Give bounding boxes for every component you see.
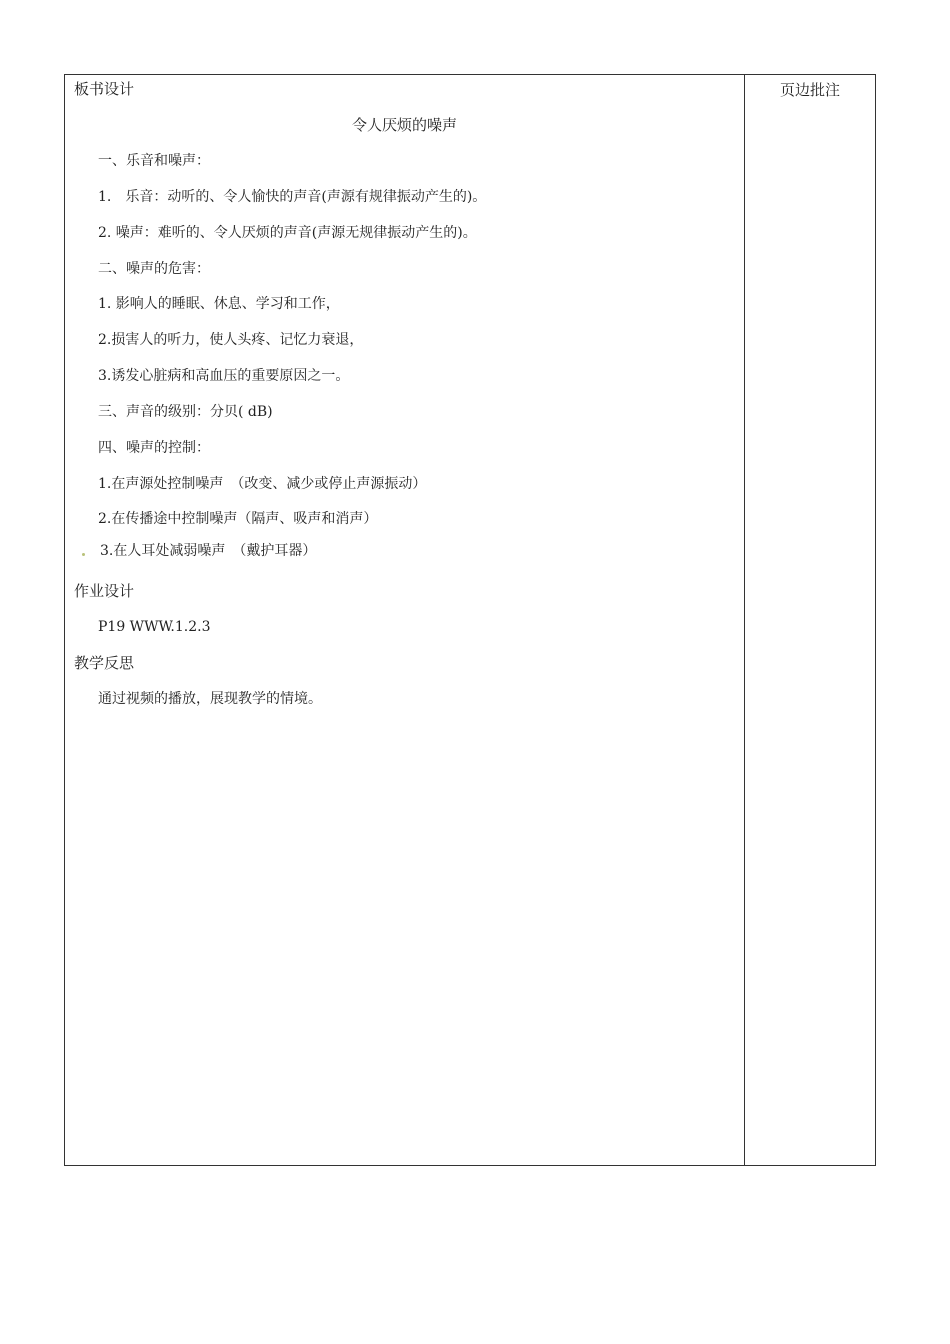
speck-mark [82, 553, 85, 556]
board-line: 3.在人耳处减弱噪声 （戴护耳器） [100, 543, 317, 559]
board-line: 二、噪声的危害： [98, 261, 210, 277]
column-divider [744, 75, 745, 1165]
board-line: 三、声音的级别：分贝( dB) [98, 404, 273, 420]
lesson-table [64, 74, 876, 1166]
reflection-header: 教学反思 [74, 654, 135, 672]
board-line: 一、乐音和噪声： [98, 153, 210, 169]
board-design-header: 板书设计 [74, 80, 135, 98]
board-title: 令人厌烦的噪声 [351, 116, 457, 134]
homework-header: 作业设计 [74, 582, 135, 600]
board-line: 1. 乐音：动听的、令人愉快的声音(声源有规律振动产生的)。 [98, 189, 487, 205]
main-column [65, 75, 744, 1165]
reflection-text: 通过视频的播放，展现教学的情境。 [98, 691, 322, 707]
board-line: 3.诱发心脏病和高血压的重要原因之一。 [98, 368, 350, 384]
board-line: 四、噪声的控制： [98, 440, 210, 456]
homework-text: P19 WWW.1.2.3 [98, 619, 211, 635]
board-line: 1. 影响人的睡眠、休息、学习和工作， [98, 296, 340, 312]
board-line: 2. 噪声：难听的、令人厌烦的声音(声源无规律振动产生的)。 [98, 225, 477, 241]
board-line: 2.损害人的听力，使人头疼、记忆力衰退， [98, 332, 364, 348]
margin-notes-header: 页边批注 [779, 81, 840, 99]
board-line: 2.在传播途中控制噪声（隔声、吸声和消声） [98, 511, 378, 527]
board-line: 1.在声源处控制噪声 （改变、减少或停止声源振动） [98, 476, 427, 492]
